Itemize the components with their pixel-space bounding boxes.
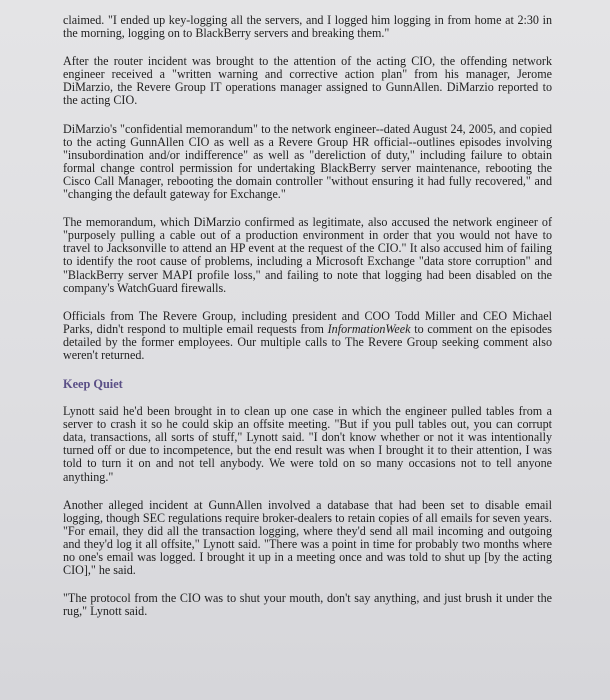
article-body xyxy=(63,14,552,633)
paragraph-router-incident: After the router incident was brought to the attention of the acting CIO, the offending network engineer received a "written warning and corrective action plan" from his manager, Jerome DiMarzio, the Revere Group IT operations manager assigned to GunnAllen. DiMarzio reported to the acting CIO. xyxy=(63,54,552,108)
paragraph-officials xyxy=(63,310,552,362)
section-heading: Keep Quiet xyxy=(63,377,123,392)
officials-text-start: Officials from The Revere Group, including president and COO Todd Miller and CEO Michael Parks, didn't respond to multiple email requests from xyxy=(63,308,552,336)
officials-text-end: to comment on the episodes detailed by the former employees. Our multiple calls to The Revere Group seeking comment also weren't returned. xyxy=(63,321,552,362)
paragraph-memorandum: DiMarzio's "confidential memorandum" to the network engineer--dated August 24, 2005, and copied to the acting GunnAllen CIO as well as a Revere Group HR official--outlines episodes involving "insubordination and/or indifference" as well as "dereliction of duty," including failure to obtain formal change control permission for undertaking BlackBerry server maintenance, rebooting the Cisco Call Manager, rebooting the domain controller "without ensuring it had fully recovered," and "changing the default gateway for Exchange." xyxy=(63,121,552,202)
paragraph-claimed: claimed. "I ended up key-logging all the servers, and I logged him logging in from home at 2:30 in the morning, logging on to BlackBerry servers and breaking them." xyxy=(63,13,552,41)
publication-name: InformationWeek xyxy=(327,321,411,336)
paragraph-protocol-quote: "The protocol from the CIO was to shut your mouth, don't say anything, and just brush it under the rug," Lynott said. xyxy=(63,591,552,619)
paragraph-email-logging: Another alleged incident at GunnAllen involved a database that had been set to disable email logging, though SEC regulations require broker-dealers to retain copies of all emails for seven years. "For email, they did all the transaction logging, where they'd send all mail incoming and outgoing and they'd log it all offsite," Lynott said. "There was a point in time for probably two months where no one's email was logged. I brought it up in a meeting once and was told to shut up [by the acting CIO]," he said. xyxy=(63,497,552,578)
paragraph-clean-up: Lynott said he'd been brought in to clean up one case in which the engineer pulled tables from a server to crash it so he could skip an offsite meeting. "But if you pull tables out, you can corrupt data, transactions, all sorts of stuff," Lynott said. "I don't know whether or not it was intentionally turned off or due to incompetence, but the end result was when I brought it to their attention, I was told to turn it on and not tell anybody. We were told on so many occasions not to tell anyone anything." xyxy=(63,404,552,484)
paragraph-memorandum-accusations: The memorandum, which DiMarzio confirmed as legitimate, also accused the network engineer of "purposely pulling a cable out of a production environment in order that you would not have to travel to Jacksonville to attend an HP event at the request of the CIO." It also accused him of failing to identify the root cause of problems, including a Microsoft Exchange "data store corruption" and "BlackBerry server MAPI profile loss," and failing to note that logging had been disabled on the company's WatchGuard firewalls. xyxy=(63,215,552,295)
